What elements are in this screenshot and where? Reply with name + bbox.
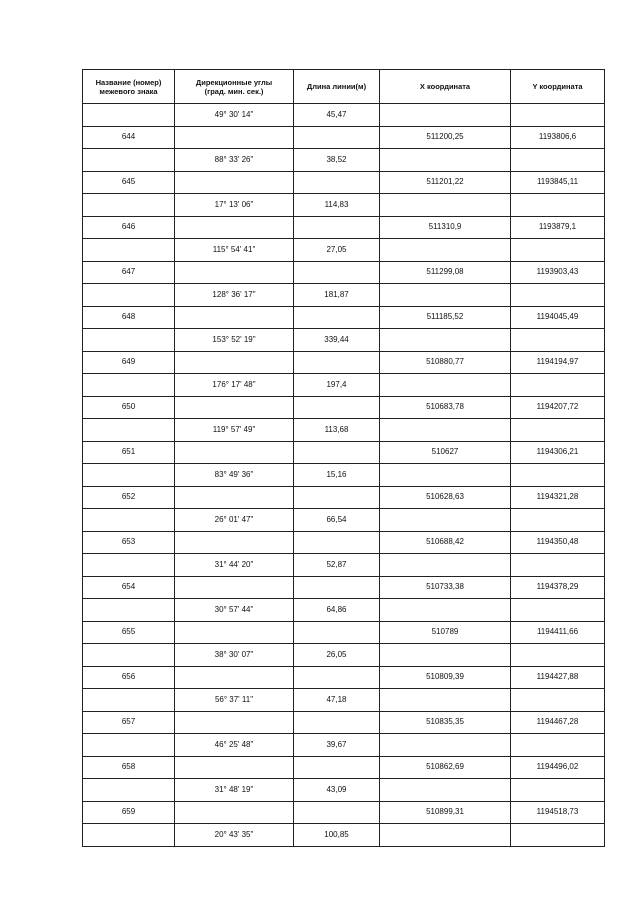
x-coordinate-cell: 511299,08 xyxy=(380,261,511,284)
mark-name-cell: 650 xyxy=(83,396,175,419)
y-coordinate-cell xyxy=(511,509,605,532)
table-row xyxy=(83,666,605,689)
table-row xyxy=(83,779,605,802)
line-length-cell xyxy=(294,801,380,824)
mark-name-cell: 654 xyxy=(83,576,175,599)
line-length-cell xyxy=(294,711,380,734)
direction-angle-cell xyxy=(175,396,294,419)
mark-name-cell xyxy=(83,419,175,442)
x-coordinate-cell: 510688,42 xyxy=(380,531,511,554)
y-coordinate-cell xyxy=(511,734,605,757)
y-coordinate-cell xyxy=(511,419,605,442)
line-length-cell: 114,83 xyxy=(294,194,380,217)
direction-angle-cell xyxy=(175,171,294,194)
direction-angle-cell xyxy=(175,216,294,239)
direction-angle-cell: 38° 30' 07" xyxy=(175,644,294,667)
x-coordinate-cell: 510835,35 xyxy=(380,711,511,734)
direction-angle-cell: 88° 33' 26" xyxy=(175,149,294,172)
header-mark-name-line2: межевого знака xyxy=(99,86,158,96)
table-row xyxy=(83,419,605,442)
direction-angle-cell xyxy=(175,576,294,599)
direction-angle-cell: 56° 37' 11" xyxy=(175,689,294,712)
line-length-cell: 47,18 xyxy=(294,689,380,712)
y-coordinate-cell: 1194045,49 xyxy=(511,306,605,329)
table-row xyxy=(83,149,605,172)
table-row xyxy=(83,824,605,847)
x-coordinate-cell xyxy=(380,239,511,262)
table-row xyxy=(83,801,605,824)
line-length-cell: 39,67 xyxy=(294,734,380,757)
header-y-coordinate: Y координата xyxy=(511,70,605,104)
table-row xyxy=(83,239,605,262)
table-row xyxy=(83,261,605,284)
line-length-cell xyxy=(294,441,380,464)
x-coordinate-cell: 510899,31 xyxy=(380,801,511,824)
direction-angle-cell xyxy=(175,306,294,329)
x-coordinate-cell xyxy=(380,194,511,217)
direction-angle-cell xyxy=(175,666,294,689)
y-coordinate-cell: 1194350,48 xyxy=(511,531,605,554)
direction-angle-cell xyxy=(175,486,294,509)
line-length-cell: 26,05 xyxy=(294,644,380,667)
x-coordinate-cell: 511200,25 xyxy=(380,126,511,149)
line-length-cell: 27,05 xyxy=(294,239,380,262)
line-length-cell xyxy=(294,396,380,419)
line-length-cell xyxy=(294,531,380,554)
direction-angle-cell xyxy=(175,756,294,779)
direction-angle-cell: 31° 48' 19" xyxy=(175,779,294,802)
table-row xyxy=(83,284,605,307)
mark-name-cell: 647 xyxy=(83,261,175,284)
table-row xyxy=(83,509,605,532)
x-coordinate-cell xyxy=(380,689,511,712)
header-line-length: Длина линии(м) xyxy=(294,70,380,104)
y-coordinate-cell: 1193845,11 xyxy=(511,171,605,194)
y-coordinate-cell xyxy=(511,689,605,712)
table-row xyxy=(83,621,605,644)
table-row xyxy=(83,216,605,239)
line-length-cell: 197,4 xyxy=(294,374,380,397)
table-row xyxy=(83,306,605,329)
line-length-cell xyxy=(294,351,380,374)
header-mark-name xyxy=(83,70,175,104)
y-coordinate-cell: 1194194,97 xyxy=(511,351,605,374)
direction-angle-cell: 20° 43' 35" xyxy=(175,824,294,847)
header-direction-angle-line2: (град. мин. сек.) xyxy=(204,86,264,96)
mark-name-cell: 657 xyxy=(83,711,175,734)
mark-name-cell xyxy=(83,734,175,757)
y-coordinate-cell xyxy=(511,824,605,847)
mark-name-cell xyxy=(83,284,175,307)
x-coordinate-cell xyxy=(380,554,511,577)
direction-angle-cell xyxy=(175,531,294,554)
x-coordinate-cell xyxy=(380,284,511,307)
mark-name-cell: 645 xyxy=(83,171,175,194)
x-coordinate-cell: 511201,22 xyxy=(380,171,511,194)
mark-name-cell: 644 xyxy=(83,126,175,149)
table-row xyxy=(83,126,605,149)
x-coordinate-cell xyxy=(380,464,511,487)
line-length-cell: 64,86 xyxy=(294,599,380,622)
mark-name-cell xyxy=(83,689,175,712)
table-row xyxy=(83,734,605,757)
direction-angle-cell: 31° 44' 20" xyxy=(175,554,294,577)
mark-name-cell: 655 xyxy=(83,621,175,644)
mark-name-cell xyxy=(83,554,175,577)
table-row xyxy=(83,171,605,194)
direction-angle-cell xyxy=(175,126,294,149)
y-coordinate-cell: 1194321,28 xyxy=(511,486,605,509)
x-coordinate-cell: 510880,77 xyxy=(380,351,511,374)
y-coordinate-cell xyxy=(511,374,605,397)
header-mark-name-line1: Название (номер) xyxy=(95,77,162,87)
mark-name-cell: 646 xyxy=(83,216,175,239)
x-coordinate-cell xyxy=(380,779,511,802)
direction-angle-cell: 153° 52' 19" xyxy=(175,329,294,352)
table-row xyxy=(83,194,605,217)
x-coordinate-cell: 510683,78 xyxy=(380,396,511,419)
direction-angle-cell: 83° 49' 36" xyxy=(175,464,294,487)
table-row xyxy=(83,374,605,397)
line-length-cell: 339,44 xyxy=(294,329,380,352)
y-coordinate-cell xyxy=(511,239,605,262)
direction-angle-cell xyxy=(175,261,294,284)
y-coordinate-cell xyxy=(511,104,605,127)
table-row xyxy=(83,329,605,352)
y-coordinate-cell: 1194518,73 xyxy=(511,801,605,824)
header-x-coordinate: X координата xyxy=(380,70,511,104)
x-coordinate-cell xyxy=(380,599,511,622)
line-length-cell xyxy=(294,621,380,644)
x-coordinate-cell xyxy=(380,734,511,757)
line-length-cell xyxy=(294,666,380,689)
table-row xyxy=(83,464,605,487)
line-length-cell: 113,68 xyxy=(294,419,380,442)
y-coordinate-cell: 1194378,29 xyxy=(511,576,605,599)
mark-name-cell xyxy=(83,779,175,802)
table-row xyxy=(83,396,605,419)
direction-angle-cell: 17° 13' 06" xyxy=(175,194,294,217)
direction-angle-cell: 26° 01' 47" xyxy=(175,509,294,532)
line-length-cell xyxy=(294,216,380,239)
mark-name-cell: 651 xyxy=(83,441,175,464)
table-row xyxy=(83,486,605,509)
y-coordinate-cell xyxy=(511,779,605,802)
line-length-cell xyxy=(294,126,380,149)
line-length-cell: 38,52 xyxy=(294,149,380,172)
line-length-cell xyxy=(294,576,380,599)
direction-angle-cell: 176° 17' 48" xyxy=(175,374,294,397)
line-length-cell: 43,09 xyxy=(294,779,380,802)
direction-angle-cell: 49° 30' 14" xyxy=(175,104,294,127)
y-coordinate-cell: 1194496,02 xyxy=(511,756,605,779)
x-coordinate-cell: 510862,69 xyxy=(380,756,511,779)
direction-angle-cell xyxy=(175,801,294,824)
mark-name-cell: 659 xyxy=(83,801,175,824)
header-direction-angle xyxy=(175,70,294,104)
mark-name-cell: 656 xyxy=(83,666,175,689)
direction-angle-cell: 30° 57' 44" xyxy=(175,599,294,622)
table-row xyxy=(83,711,605,734)
mark-name-cell: 652 xyxy=(83,486,175,509)
y-coordinate-cell: 1193806,6 xyxy=(511,126,605,149)
x-coordinate-cell xyxy=(380,824,511,847)
line-length-cell: 52,87 xyxy=(294,554,380,577)
table-body xyxy=(83,104,605,847)
y-coordinate-cell xyxy=(511,644,605,667)
mark-name-cell xyxy=(83,329,175,352)
table-row xyxy=(83,554,605,577)
y-coordinate-cell: 1194467,28 xyxy=(511,711,605,734)
direction-angle-cell: 128° 36' 17" xyxy=(175,284,294,307)
direction-angle-cell: 115° 54' 41" xyxy=(175,239,294,262)
x-coordinate-cell xyxy=(380,419,511,442)
x-coordinate-cell xyxy=(380,104,511,127)
mark-name-cell: 658 xyxy=(83,756,175,779)
mark-name-cell xyxy=(83,599,175,622)
y-coordinate-cell xyxy=(511,284,605,307)
mark-name-cell xyxy=(83,509,175,532)
y-coordinate-cell: 1194427,88 xyxy=(511,666,605,689)
x-coordinate-cell xyxy=(380,149,511,172)
table-row xyxy=(83,689,605,712)
x-coordinate-cell xyxy=(380,644,511,667)
mark-name-cell xyxy=(83,104,175,127)
y-coordinate-cell xyxy=(511,599,605,622)
y-coordinate-cell xyxy=(511,554,605,577)
mark-name-cell xyxy=(83,374,175,397)
y-coordinate-cell xyxy=(511,329,605,352)
mark-name-cell xyxy=(83,149,175,172)
table-header-row xyxy=(83,70,605,104)
x-coordinate-cell xyxy=(380,509,511,532)
x-coordinate-cell: 511310,9 xyxy=(380,216,511,239)
y-coordinate-cell: 1193879,1 xyxy=(511,216,605,239)
y-coordinate-cell: 1194306,21 xyxy=(511,441,605,464)
line-length-cell: 15,16 xyxy=(294,464,380,487)
table-row xyxy=(83,756,605,779)
direction-angle-cell: 119° 57' 49" xyxy=(175,419,294,442)
y-coordinate-cell xyxy=(511,464,605,487)
table-row xyxy=(83,351,605,374)
line-length-cell xyxy=(294,306,380,329)
direction-angle-cell xyxy=(175,351,294,374)
y-coordinate-cell: 1193903,43 xyxy=(511,261,605,284)
y-coordinate-cell xyxy=(511,194,605,217)
y-coordinate-cell: 1194207,72 xyxy=(511,396,605,419)
x-coordinate-cell: 511185,52 xyxy=(380,306,511,329)
x-coordinate-cell: 510733,38 xyxy=(380,576,511,599)
direction-angle-cell xyxy=(175,441,294,464)
line-length-cell: 45,47 xyxy=(294,104,380,127)
direction-angle-cell: 46° 25' 48" xyxy=(175,734,294,757)
x-coordinate-cell: 510628,63 xyxy=(380,486,511,509)
mark-name-cell xyxy=(83,464,175,487)
table-row xyxy=(83,441,605,464)
line-length-cell: 100,85 xyxy=(294,824,380,847)
x-coordinate-cell: 510789 xyxy=(380,621,511,644)
mark-name-cell xyxy=(83,824,175,847)
mark-name-cell xyxy=(83,239,175,262)
line-length-cell xyxy=(294,756,380,779)
line-length-cell xyxy=(294,486,380,509)
table-row xyxy=(83,599,605,622)
y-coordinate-cell xyxy=(511,149,605,172)
mark-name-cell: 653 xyxy=(83,531,175,554)
header-direction-angle-line1: Дирекционные углы xyxy=(195,77,273,87)
line-length-cell: 181,87 xyxy=(294,284,380,307)
x-coordinate-cell: 510809,39 xyxy=(380,666,511,689)
mark-name-cell: 648 xyxy=(83,306,175,329)
line-length-cell: 66,54 xyxy=(294,509,380,532)
x-coordinate-cell xyxy=(380,374,511,397)
direction-angle-cell xyxy=(175,711,294,734)
mark-name-cell: 649 xyxy=(83,351,175,374)
table-row xyxy=(83,104,605,127)
boundary-marks-table xyxy=(82,69,605,847)
y-coordinate-cell: 1194411,66 xyxy=(511,621,605,644)
mark-name-cell xyxy=(83,194,175,217)
x-coordinate-cell xyxy=(380,329,511,352)
table-row xyxy=(83,531,605,554)
table-row xyxy=(83,644,605,667)
x-coordinate-cell: 510627 xyxy=(380,441,511,464)
mark-name-cell xyxy=(83,644,175,667)
table-row xyxy=(83,576,605,599)
line-length-cell xyxy=(294,171,380,194)
direction-angle-cell xyxy=(175,621,294,644)
line-length-cell xyxy=(294,261,380,284)
